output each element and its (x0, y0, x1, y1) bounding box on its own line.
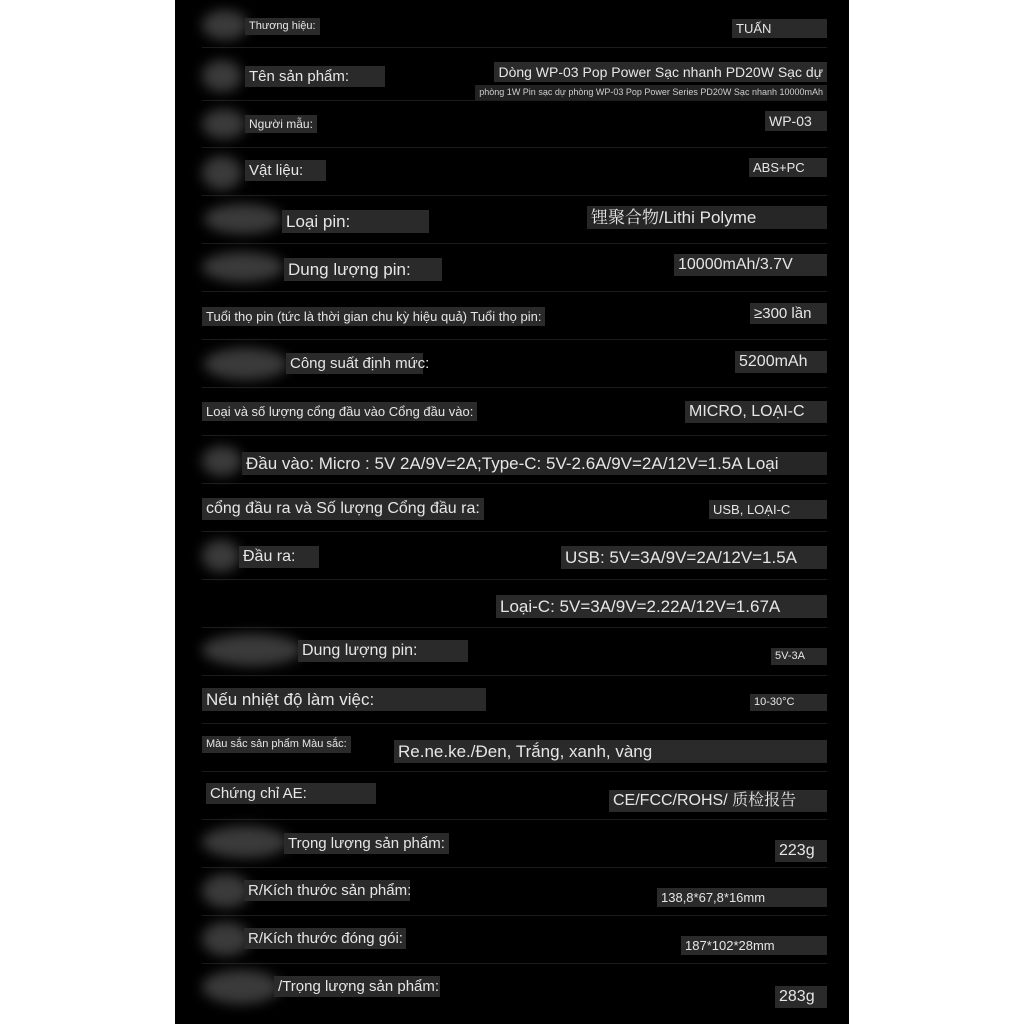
redacted-blur (202, 10, 248, 40)
spec-value: 187*102*28mm (681, 936, 827, 955)
spec-value: 5V-3A (771, 648, 827, 665)
spec-label: /Trọng lượng sản phẩm: (274, 976, 440, 997)
spec-value: 223g (775, 840, 827, 862)
spec-value: WP-03 (765, 111, 827, 131)
spec-row-package-size (202, 916, 827, 964)
spec-label: Đầu ra: (239, 546, 319, 568)
spec-value: 283g (775, 986, 827, 1008)
redacted-blur (202, 922, 250, 956)
redacted-blur (204, 348, 288, 380)
spec-row-brand (202, 0, 827, 48)
spec-label: Trọng lượng sản phẩm: (284, 833, 449, 854)
spec-row-model (202, 101, 827, 148)
spec-label: Loại và số lượng cổng đầu vào Cổng đầu vào: (202, 402, 477, 421)
redacted-blur (204, 204, 282, 234)
redacted-blur (202, 634, 302, 666)
redacted-blur (202, 60, 242, 92)
spec-value: TUẤN (732, 19, 827, 38)
spec-label: Đầu vào: Micro : 5V 2A/9V=2A;Type-C: 5V-2.6A/9V=2A/12V=1.5A Loại (242, 452, 827, 475)
spec-label: Dung lượng pin: (298, 640, 468, 662)
spec-value: USB, LOẠI-C (709, 500, 827, 519)
spec-row-gross-weight (202, 964, 827, 1024)
spec-label: Chứng chỉ AE: (206, 783, 376, 804)
spec-value: 10-30°C (750, 694, 827, 711)
spec-row-product-name (202, 48, 827, 101)
spec-label: Tên sản phẩm: (245, 66, 385, 87)
spec-value: ABS+PC (749, 158, 827, 177)
spec-row-product-weight (202, 820, 827, 868)
spec-label: cổng đầu ra và Số lượng Cổng đầu ra: (202, 498, 484, 520)
spec-row-input-ports (202, 388, 827, 436)
spec-value: Re.ne.ke./Đen, Trắng, xanh, vàng (394, 740, 827, 763)
spec-label: R/Kích thước đóng gói: (244, 928, 406, 949)
spec-row-output-typec (202, 580, 827, 628)
spec-label: Dung lượng pin: (284, 258, 442, 281)
redacted-blur (202, 252, 284, 282)
spec-sheet (175, 0, 849, 1024)
spec-row-color (202, 724, 827, 772)
spec-row-input (202, 436, 827, 484)
spec-label: Thương hiệu: (245, 18, 320, 35)
spec-row-certificate (202, 772, 827, 820)
spec-value: 锂聚合物/Lithi Polyme (587, 206, 827, 229)
redacted-blur (202, 446, 242, 476)
spec-row-battery-capacity (202, 244, 827, 292)
spec-row-battery-life (202, 292, 827, 340)
spec-row-output-usb (202, 532, 827, 580)
spec-label: Tuổi thọ pin (tức là thời gian chu kỳ hiệu quả) Tuổi thọ pin: (202, 307, 545, 326)
redacted-blur (202, 109, 246, 139)
redacted-blur (202, 826, 288, 858)
spec-value: ≥300 lần (750, 303, 827, 324)
redacted-blur (202, 540, 240, 572)
spec-label: Người mẫu: (245, 115, 317, 133)
redacted-blur (202, 874, 250, 908)
spec-row-battery-capacity-2 (202, 628, 827, 676)
spec-value: CE/FCC/ROHS/ 质检报告 (609, 790, 827, 812)
redacted-blur (202, 156, 242, 190)
spec-label: Công suất định mức: (286, 353, 423, 374)
spec-label: Loại pin: (282, 210, 429, 233)
spec-label: Màu sắc sản phẩm Màu sắc: (202, 736, 351, 753)
spec-value: Loại-C: 5V=3A/9V=2.22A/12V=1.67A (496, 595, 827, 618)
spec-row-battery-type (202, 196, 827, 244)
spec-row-output-ports (202, 484, 827, 532)
spec-value-sub: phòng 1W Pin sạc dự phòng WP-03 Pop Power Series PD20W Sạc nhanh 10000mAh (475, 85, 827, 100)
spec-value: 5200mAh (735, 351, 827, 373)
spec-row-rated-capacity (202, 340, 827, 388)
redacted-blur (202, 970, 280, 1004)
spec-value: USB: 5V=3A/9V=2A/12V=1.5A (561, 546, 827, 569)
spec-row-material (202, 148, 827, 196)
spec-row-product-size (202, 868, 827, 916)
spec-value: MICRO, LOẠI-C (685, 401, 827, 423)
spec-value: Dòng WP-03 Pop Power Sạc nhanh PD20W Sạc dự (494, 62, 827, 82)
spec-value: 138,8*67,8*16mm (657, 888, 827, 907)
spec-label: Vật liệu: (245, 160, 326, 181)
spec-row-working-temp (202, 676, 827, 724)
spec-label: R/Kích thước sản phẩm: (244, 880, 410, 901)
spec-label: Nếu nhiệt độ làm việc: (202, 688, 486, 711)
spec-value: 10000mAh/3.7V (674, 254, 827, 276)
